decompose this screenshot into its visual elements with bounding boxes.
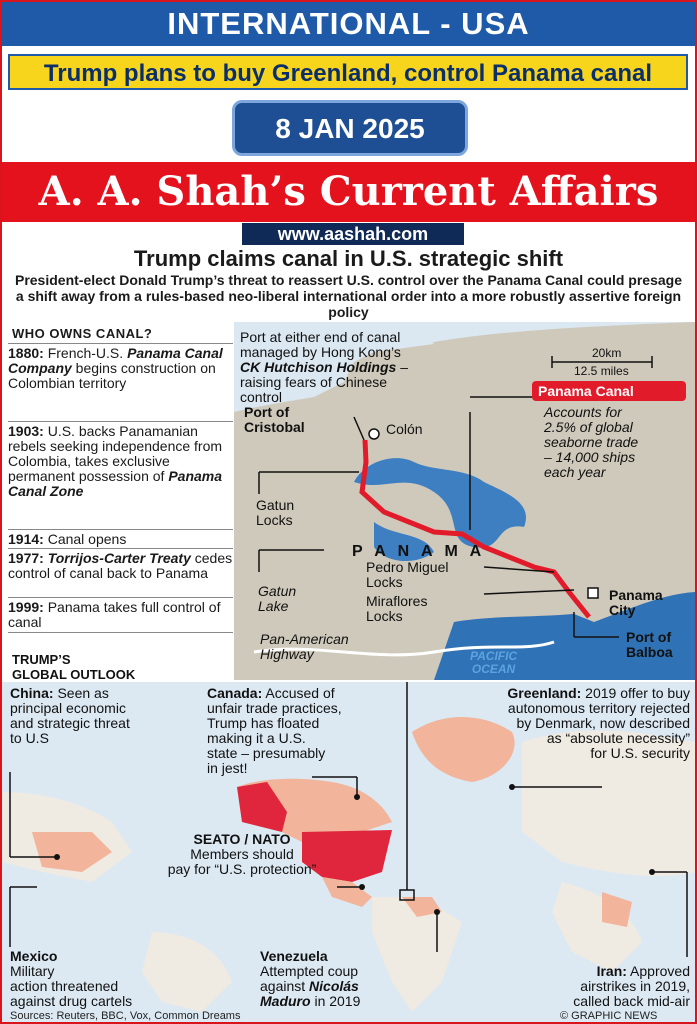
note-line: for U.S. security	[590, 745, 690, 761]
label-line: Port of	[244, 404, 290, 420]
timeline-item-1880	[8, 346, 233, 391]
country-name: Canada:	[207, 685, 263, 701]
country-label: P A N A M A	[352, 543, 486, 560]
divider	[8, 548, 233, 549]
title-line: GLOBAL OUTLOOK	[12, 667, 136, 682]
label-line: Panama	[609, 587, 663, 603]
sources-footer: Sources: Reuters, BBC, Vox, Common Dreams	[10, 1010, 241, 1022]
label-line: Lake	[258, 598, 289, 614]
note-line: against drug cartels	[10, 993, 133, 1009]
date-badge: 8 JAN 2025	[232, 100, 468, 156]
label-line: OCEAN	[471, 662, 516, 676]
note-line: pay for “U.S. protection”	[167, 861, 317, 877]
note-line: action threatened	[10, 978, 119, 994]
note-line: unfair trade practices,	[207, 700, 342, 716]
website-link[interactable]: www.aashah.com	[241, 222, 465, 246]
label-line: Pan-American	[260, 631, 349, 647]
article-subheadline: President-elect Donald Trump’s threat to reassert U.S. control over the Panama Canal could presage a shift away from a rules-based neo-liberal international order into a more robustly assertive foreign policy	[14, 272, 682, 320]
country-name: Iran:	[596, 963, 627, 979]
label-line: Locks	[256, 512, 293, 528]
note-text: Accused of	[262, 685, 335, 701]
article-headline: Trump claims canal in U.S. strategic shift	[133, 246, 564, 271]
label-line: Locks	[366, 574, 403, 590]
note-line	[240, 360, 470, 375]
note-text: 2019 offer to buy	[581, 685, 690, 701]
note-line: 2.5% of global	[544, 419, 633, 435]
panama-canal-map	[234, 322, 695, 680]
world-outlook-map	[2, 682, 695, 1022]
note-text: against	[260, 978, 310, 994]
timeline-text: French-U.S.	[43, 345, 128, 361]
timeline-item-1903	[8, 424, 233, 499]
note-line	[260, 979, 460, 994]
china-note	[10, 686, 200, 746]
credit-footer: © GRAPHIC NEWS	[560, 1010, 658, 1022]
company-name: CK Hutchison Holdings	[240, 359, 397, 375]
banner-title: Trump plans to buy Greenland, control Panama canal	[8, 54, 688, 90]
timeline-text: Panama takes full control of canal	[8, 599, 221, 630]
brand-banner: A. A. Shah’s Current Affairs	[2, 162, 695, 222]
note-line: to U.S	[10, 730, 49, 746]
note-line: seaborne trade	[544, 434, 639, 450]
title-line: TRUMP’S	[12, 652, 71, 667]
note-line: each year	[544, 464, 606, 480]
timeline-item-1914	[8, 532, 233, 547]
timeline-text: begins construction on Colombian territory	[8, 360, 216, 391]
label-line: Gatun	[256, 497, 295, 513]
divider	[8, 343, 233, 344]
note-line: principal economic	[10, 700, 126, 716]
note-line: raising fears of Chinese	[240, 374, 388, 390]
country-name: China:	[10, 685, 54, 701]
note-line: autonomous territory rejected	[507, 700, 690, 716]
label-line: Cristobal	[244, 419, 305, 435]
highway-label	[260, 632, 349, 662]
port-ownership-note	[240, 330, 470, 405]
note-line: control	[240, 389, 283, 405]
country-name: Venezuela	[260, 948, 328, 964]
venezuela-note	[260, 949, 460, 1009]
colon-label: Colón	[386, 421, 423, 437]
timeline-year: 1880:	[8, 345, 44, 361]
person-name: Nicolás	[309, 978, 359, 994]
note-line: Trump has floated	[207, 715, 320, 731]
label-line: Highway	[260, 646, 314, 662]
timeline-text: cedes control of canal back to Panama	[8, 550, 233, 581]
divider	[8, 421, 233, 422]
note-line: Port at either end of canal	[240, 329, 401, 345]
note-dash: –	[396, 359, 409, 375]
timeline-year: 1999:	[8, 599, 44, 615]
section-header: INTERNATIONAL - USA	[2, 2, 695, 46]
panama-city-label	[609, 588, 663, 618]
port-cristobal-label	[244, 405, 305, 435]
note-line: as “absolute necessity”	[546, 730, 690, 746]
alliance-name: SEATO / NATO	[193, 831, 291, 847]
note-line: managed by Hong Kong’s	[240, 344, 401, 360]
label-line: City	[609, 602, 636, 618]
note-text: Approved	[626, 963, 690, 979]
global-outlook-title	[12, 652, 135, 682]
country-name: Greenland:	[507, 685, 582, 701]
note-line	[260, 994, 460, 1009]
gatun-locks-label	[256, 498, 294, 528]
label-line: PACIFIC	[470, 649, 518, 663]
note-line: Attempted coup	[260, 963, 359, 979]
note-line: in jest!	[207, 760, 248, 776]
timeline-year: 1903:	[8, 423, 44, 439]
scale-miles: 12.5 miles	[574, 364, 629, 378]
timeline-emphasis: Panama Canal Company	[8, 345, 223, 376]
timeline-year: 1977:	[8, 550, 44, 566]
timeline-year: 1914:	[8, 531, 44, 547]
note-line: airstrikes in 2019,	[580, 978, 690, 994]
timeline-emphasis: Torrijos-Carter Treaty	[47, 550, 191, 566]
port-balboa-label	[626, 630, 673, 660]
note-line: Military	[10, 963, 55, 979]
canal-trade-note	[544, 405, 638, 480]
pacific-ocean-label	[470, 650, 517, 676]
timeline-item-1977	[8, 551, 233, 581]
note-line: making it a U.S.	[207, 730, 306, 746]
iran-note	[482, 964, 690, 1009]
timeline-title: WHO OWNS CANAL?	[12, 326, 153, 341]
canada-note	[207, 686, 407, 776]
timeline-item-1999	[8, 600, 233, 630]
label-line: Pedro Miguel	[366, 559, 449, 575]
note-line: by Denmark, now described	[516, 715, 690, 731]
note-line: state – presumably	[207, 745, 326, 761]
note-line: and strategic threat	[10, 715, 130, 731]
label-line: Miraflores	[366, 593, 428, 609]
note-line: Members should	[190, 846, 294, 862]
note-text: Seen as	[53, 685, 109, 701]
canal-label: Panama Canal	[538, 383, 634, 399]
mexico-note	[10, 949, 210, 1009]
note-line: – 14,000 ships	[544, 449, 636, 465]
pedro-miguel-label	[366, 560, 449, 590]
greenland-note	[420, 686, 690, 761]
country-name: Mexico	[10, 948, 58, 964]
timeline-text: Canal opens	[43, 531, 127, 547]
miraflores-label	[366, 594, 427, 624]
person-name: Maduro	[260, 993, 311, 1009]
divider	[8, 597, 233, 598]
divider	[8, 529, 233, 530]
note-text: in 2019	[310, 993, 361, 1009]
timeline-text: U.S. backs Panamanian rebels seeking independence from Colombia, takes exclusive permanent possession of	[8, 423, 223, 484]
label-line: Locks	[366, 608, 403, 624]
timeline-emphasis: Panama Canal Zone	[8, 468, 223, 499]
seato-nato-note	[142, 832, 342, 877]
label-line: Balboa	[626, 644, 673, 660]
divider	[8, 632, 233, 633]
scale-km: 20km	[592, 346, 622, 360]
label-line: Port of	[626, 629, 672, 645]
gatun-lake-label	[258, 584, 296, 614]
note-line: called back mid-air	[573, 993, 690, 1009]
label-line: Gatun	[258, 583, 297, 599]
note-line: Accounts for	[544, 404, 622, 420]
